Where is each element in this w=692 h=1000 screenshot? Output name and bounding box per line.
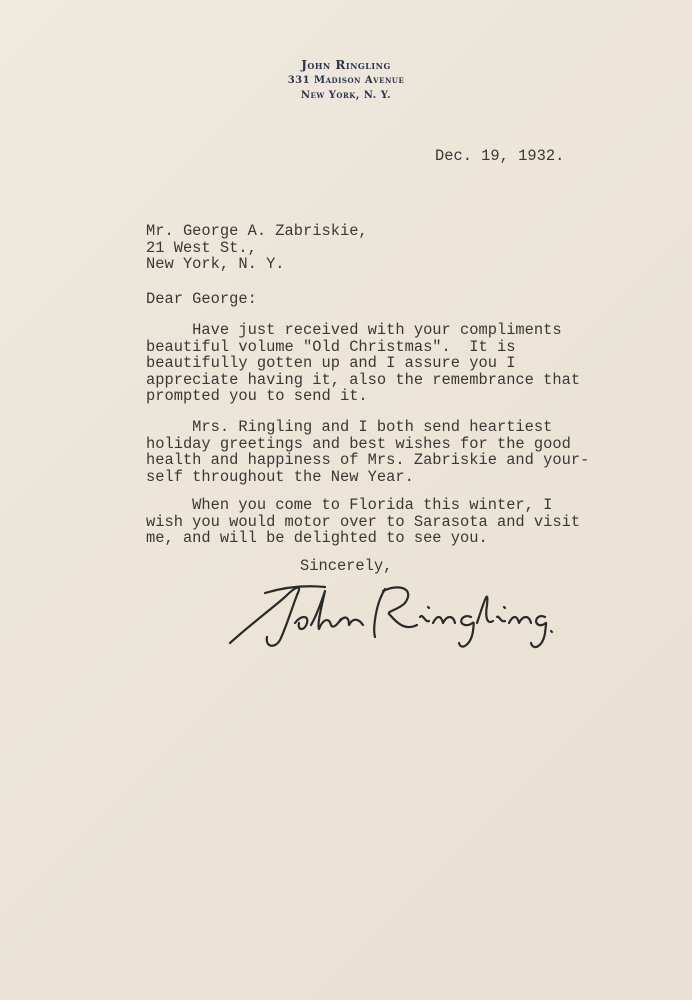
- handwritten-signature: [225, 575, 555, 655]
- body-line: self throughout the New Year.: [146, 467, 414, 486]
- letterhead-street: 331 Madison Avenue: [287, 75, 405, 86]
- body-line: beautifully gotten up and I assure you I: [146, 354, 516, 373]
- recipient-address: [146, 223, 368, 273]
- body-line: wish you would motor over to Sarasota and visit: [146, 512, 581, 531]
- letterhead-city: New York, N. Y.: [300, 90, 392, 101]
- letterhead: [0, 58, 692, 103]
- body-line: Mrs. Ringling and I both send heartiest: [146, 418, 553, 436]
- body-line: holiday greetings and best wishes for the good: [146, 434, 571, 453]
- letterhead-name: John Ringling: [301, 58, 391, 72]
- body-line: Have just received with your compliments: [146, 321, 562, 339]
- paragraph-1: [146, 322, 580, 405]
- paragraph-3: [146, 497, 580, 547]
- body-line: prompted you to send it.: [146, 387, 368, 406]
- recipient-line: Mr. George A. Zabriskie,: [146, 222, 368, 240]
- letter-date: Dec. 19, 1932.: [435, 147, 565, 165]
- body-line: me, and will be delighted to see you.: [146, 529, 488, 548]
- closing: Sincerely,: [300, 557, 393, 575]
- recipient-line: 21 West St.,: [146, 238, 257, 257]
- body-line: When you come to Florida this winter, I: [146, 496, 553, 514]
- salutation: Dear George:: [146, 290, 257, 308]
- body-line: health and happiness of Mrs. Zabriskie and your-: [146, 451, 590, 470]
- paragraph-2: [146, 419, 589, 485]
- body-line: appreciate having it, also the remembrance that: [146, 370, 581, 389]
- recipient-line: New York, N. Y.: [146, 255, 285, 274]
- body-line: beautiful volume "Old Christmas". It is: [146, 337, 516, 356]
